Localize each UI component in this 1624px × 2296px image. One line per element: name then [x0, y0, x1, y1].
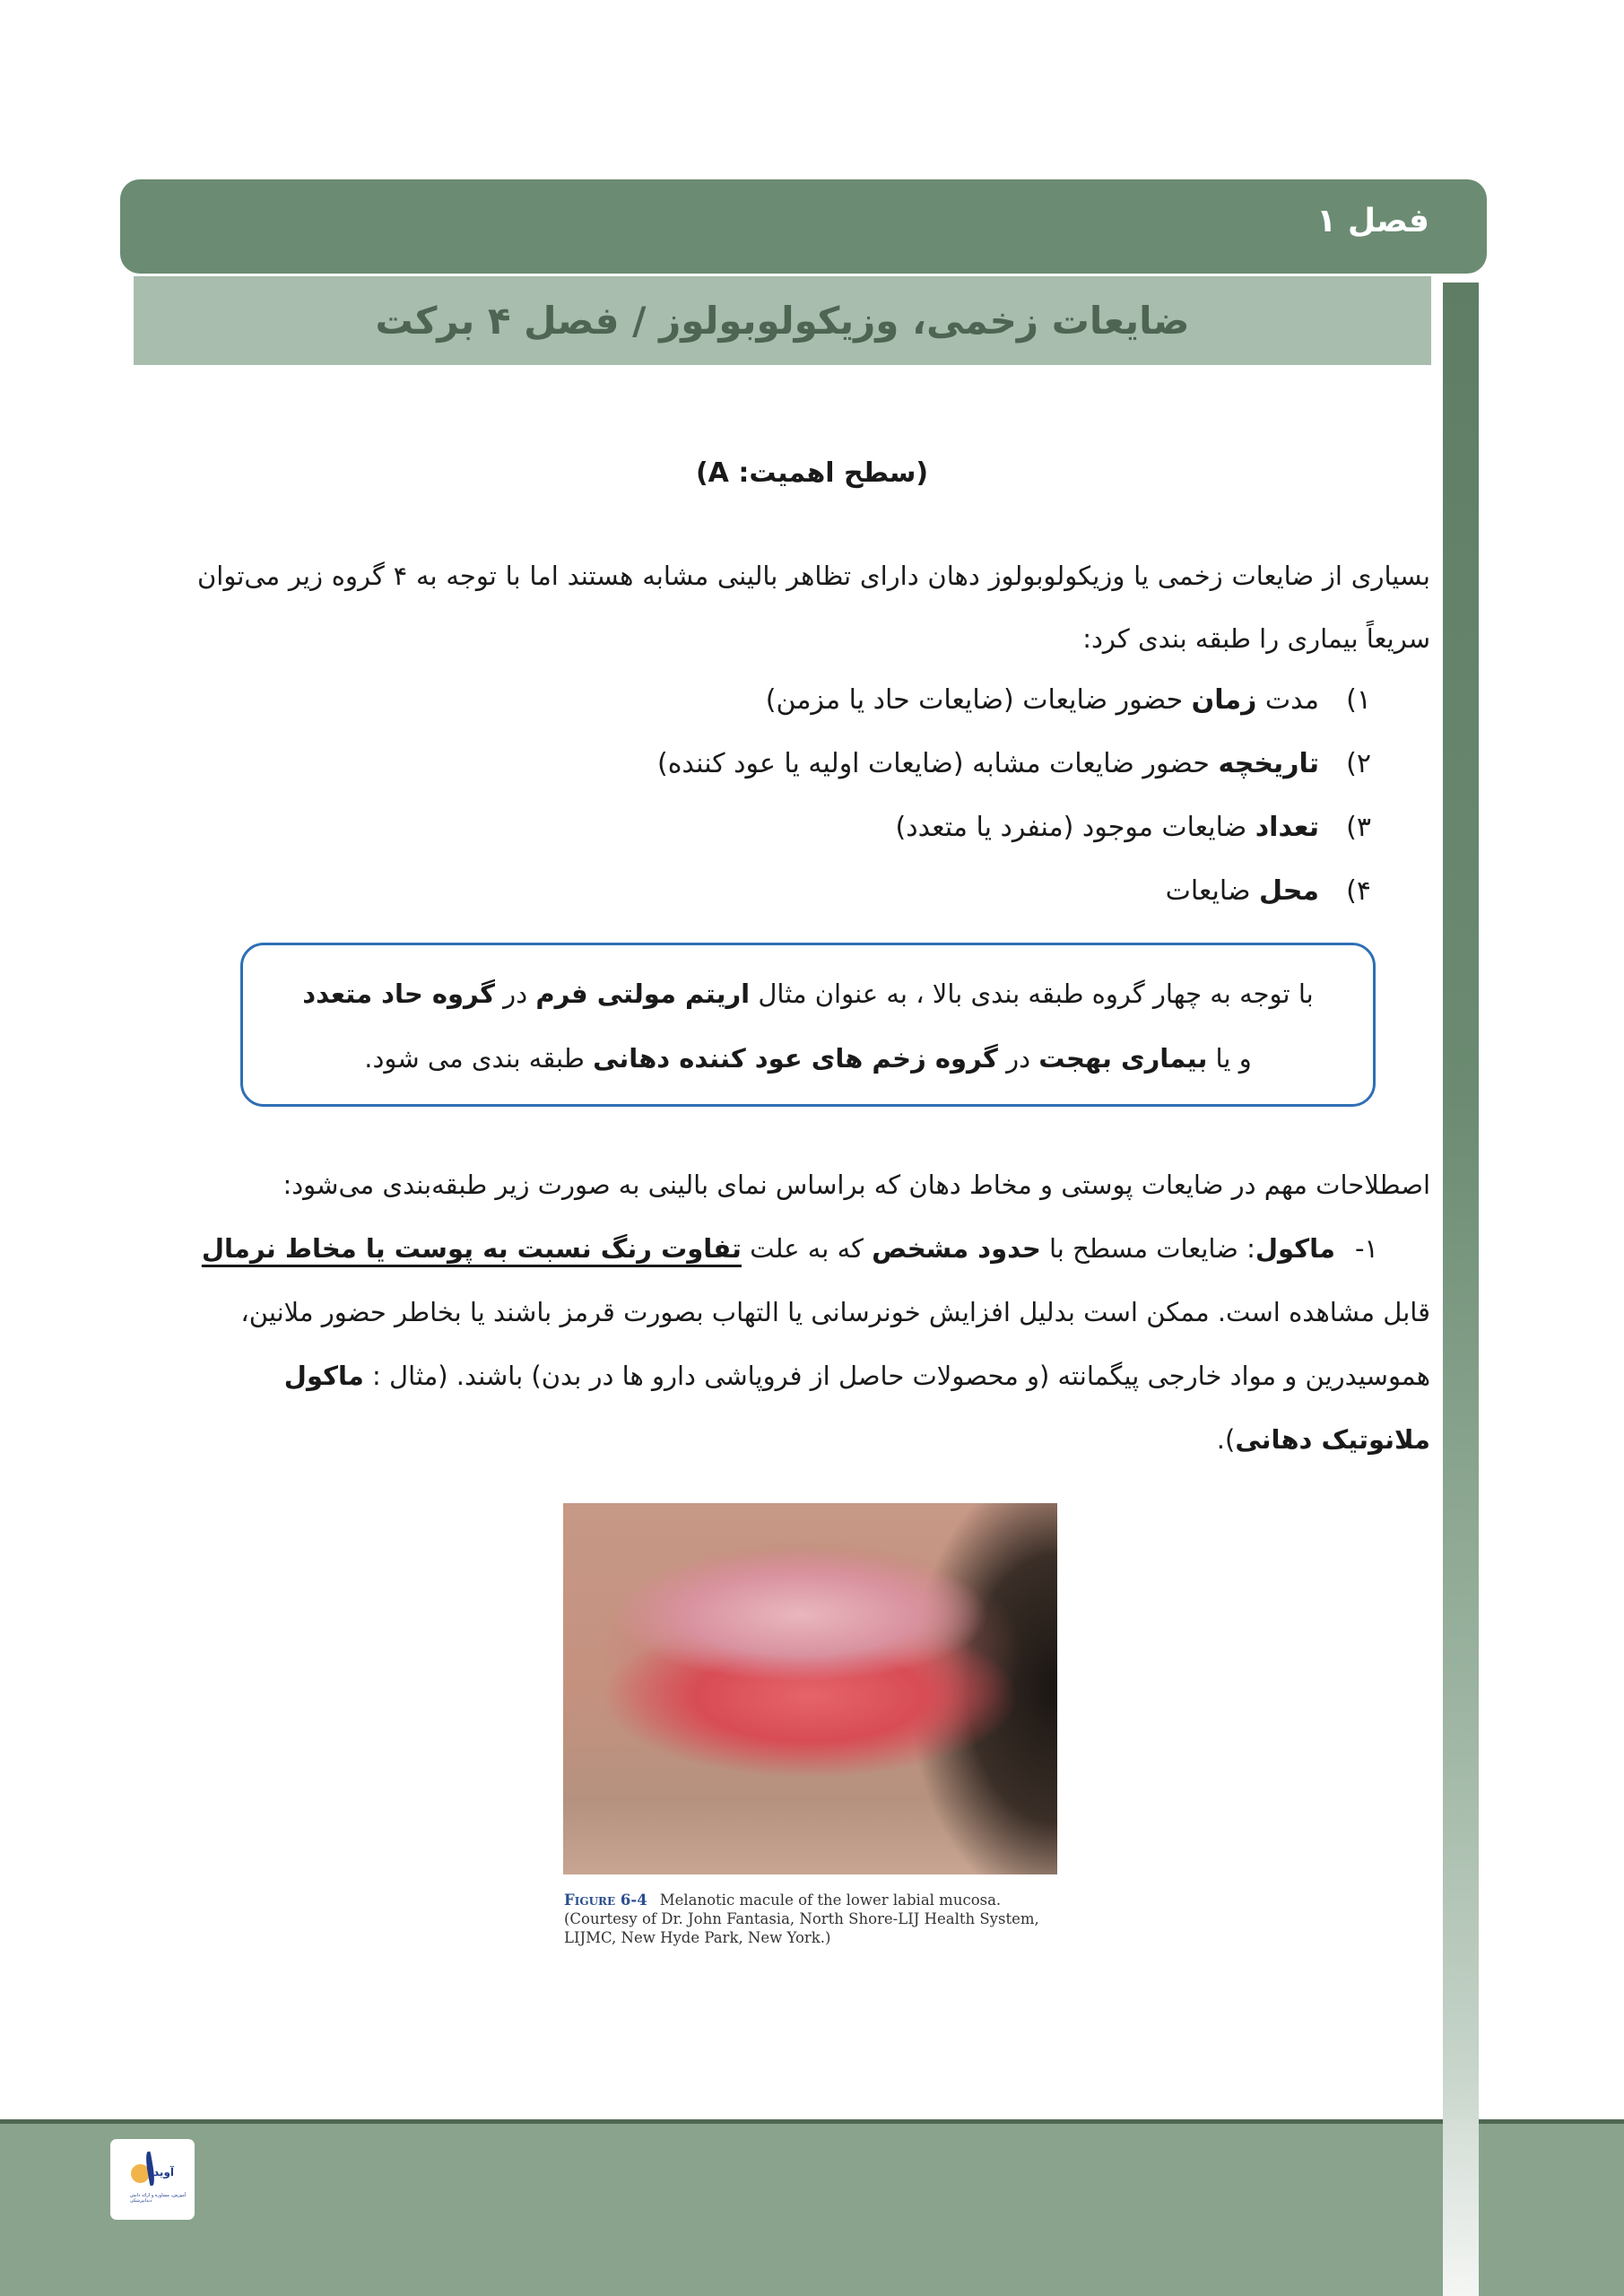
section-title-band — [134, 276, 1431, 365]
list-item — [657, 668, 1371, 732]
note-text: با توجه به چهار گروه طبقه بندی بالا ، به عنوان مثال — [750, 978, 1314, 1009]
note-line-1 — [243, 961, 1373, 1026]
note-keyword: گروه حاد متعدد — [302, 978, 495, 1009]
term-colon: : — [1238, 1233, 1255, 1264]
note-keyword: گروه زخم های عود کننده دهانی — [593, 1043, 998, 1074]
note-text: در — [494, 978, 536, 1009]
intro-paragraph — [197, 544, 1430, 670]
term-underlined-keyword: تفاوت رنگ نسبت به پوست یا مخاط نرمال — [201, 1233, 742, 1264]
list-text: حضور ضایعات مشابه (ضایعات اولیه یا عود کننده) — [657, 748, 1219, 779]
term-keyword: حدود مشخص — [872, 1233, 1041, 1264]
term-keyword: ماکول ملانوتیک دهانی — [283, 1361, 1430, 1455]
note-line-2 — [243, 1026, 1373, 1091]
list-number: ۱) — [1346, 684, 1371, 716]
note-callout-box — [240, 943, 1376, 1107]
publisher-logo — [110, 2139, 195, 2220]
figure-caption — [564, 1891, 1066, 1947]
side-decorative-bar — [1443, 283, 1479, 2296]
note-text: طبقه بندی می شود. — [364, 1043, 594, 1074]
list-keyword: محل — [1259, 875, 1319, 907]
criteria-list — [657, 668, 1371, 923]
term-number: ۱- — [1354, 1233, 1378, 1264]
term-name: ماکول — [1255, 1233, 1335, 1264]
note-text: و یا — [1207, 1043, 1252, 1074]
list-number: ۳) — [1346, 812, 1371, 843]
list-keyword: تعداد — [1255, 812, 1319, 843]
figure-label: Figure 6-4 — [564, 1892, 647, 1909]
figure-caption-text: Melanotic macule of the lower labial mucosa. (Courtesy of Dr. John Fantasia, North Shore-LIJ Health System, LIJMC, New Hyde Park, New York.) — [564, 1892, 1039, 1946]
term-item-macule — [197, 1217, 1430, 1472]
figure-photo-lower-lip — [563, 1503, 1057, 1874]
logo-subtitle: آموزش، مشاوره و ارائه دانش دندانپزشکی — [130, 2193, 187, 2204]
term-text: ضایعات مسطح با — [1040, 1233, 1238, 1264]
list-keyword: زمان — [1191, 684, 1257, 716]
term-text: ). — [1216, 1424, 1236, 1455]
term-text: که به علت — [741, 1233, 873, 1264]
list-keyword: تاریخچه — [1218, 748, 1319, 779]
terms-section — [197, 1153, 1430, 1472]
list-text: ضایعات — [1165, 875, 1260, 907]
page-footer — [0, 2124, 1624, 2296]
note-keyword: اریتم مولتی فرم — [535, 978, 751, 1009]
note-keyword: بیماری بهجت — [1038, 1043, 1208, 1074]
terms-intro: اصطلاحات مهم در ضایعات پوستی و مخاط دهان که براساس نمای بالینی به صورت زیر طبقه‌بندی می‌شود: — [282, 1170, 1430, 1200]
list-item — [657, 732, 1371, 796]
intro-text: بسیاری از ضایعات زخمی یا وزیکولوبولوز دهان دارای تظاهر بالینی مشابه هستند اما با توجه به ۴ گروه زیر می‌توان سریعاً بیماری را طبقه بندی کرد: — [197, 561, 1430, 654]
page-title: ضایعات زخمی، وزیکولوبولوز / فصل ۴ برکت — [375, 299, 1190, 343]
note-text: در — [997, 1043, 1039, 1074]
list-number: ۲) — [1346, 748, 1371, 779]
list-number: ۴) — [1346, 875, 1371, 907]
term-text: قابل مشاهده است. ممکن است بدلیل افزایش خونرسانی یا التهاب بصورت قرمز باشند یا بخاطر حضور ملانین، هموسیدرین و مواد خارجی پیگمانته (و محصولات حاصل از فروپاشی دارو ها در بدن) باشند. (مثال : — [240, 1297, 1430, 1391]
chapter-label: فصل ۱ — [1316, 203, 1429, 239]
importance-level: (سطح اهمیت: A) — [695, 457, 929, 489]
logo-text: آوید — [153, 2166, 175, 2179]
list-text: حضور ضایعات (ضایعات حاد یا مزمن) — [765, 684, 1192, 716]
chapter-header-band — [120, 179, 1487, 274]
list-text: ضایعات موجود (منفرد یا متعدد) — [895, 812, 1255, 843]
list-item — [657, 796, 1371, 859]
list-item — [657, 859, 1371, 923]
side-decorative-bar-fade — [1443, 2119, 1479, 2296]
list-text: مدت — [1256, 684, 1319, 716]
